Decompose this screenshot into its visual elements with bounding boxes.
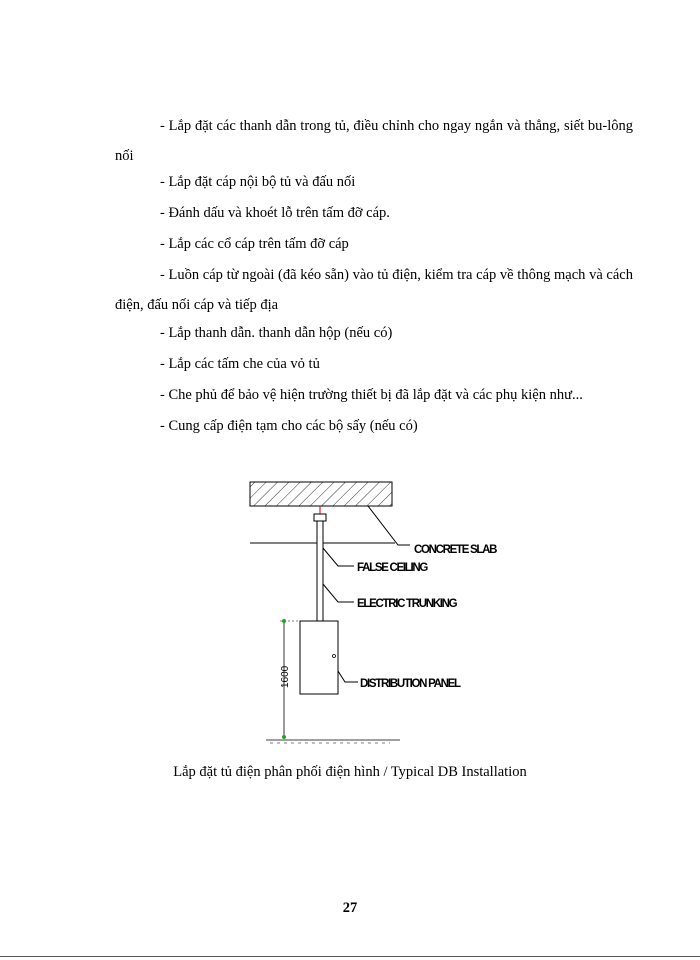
- label-false-ceiling: FALSE CEILING: [357, 562, 427, 574]
- label-concrete-slab: CONCRETE SLAB: [414, 544, 497, 556]
- paragraph-mark-cut-holes: - Đánh dấu và khoét lỗ trên tấm đỡ cáp.: [160, 205, 390, 221]
- paragraph-cable-glands: - Lắp các cổ cáp trên tấm đỡ cáp: [160, 236, 349, 252]
- label-distribution-panel: DISTRIBUTION PANEL: [360, 678, 460, 690]
- label-electric-trunking: ELECTRIC TRUNKING: [357, 598, 457, 610]
- figure-caption: Lắp đặt tủ điện phân phối điện hình / Typical DB Installation: [173, 764, 527, 780]
- paragraph-busbar-trunking: - Lắp thanh dẫn. thanh dẫn hộp (nếu có): [160, 325, 393, 341]
- paragraph-pull-cables: - Luồn cáp từ ngoài (đã kéo sẵn) vào tủ điện, kiểm tra cáp về thông mạch và cách điện, đấu nối cáp và tiếp địa: [115, 267, 633, 313]
- leader-concrete-slab: [368, 506, 410, 545]
- page-bottom-rule: [0, 956, 700, 957]
- distribution-panel-shape: [300, 621, 338, 694]
- ceiling-bracket: [314, 514, 326, 521]
- leader-electric-trunking: [323, 584, 354, 602]
- paragraph-busbar-installation: - Lắp đặt các thanh dẫn trong tủ, điều chỉnh cho ngay ngắn và thẳng, siết bu-lông nối: [115, 118, 633, 164]
- leader-distribution-panel: [338, 671, 358, 682]
- page-number: 27: [342, 900, 358, 916]
- paragraph-temporary-power: - Cung cấp điện tạm cho các bộ sấy (nếu có): [160, 418, 418, 434]
- paragraph-protect-site: - Che phủ để bảo vệ hiện trường thiết bị đã lắp đặt và các phụ kiện như...: [160, 387, 583, 403]
- concrete-slab-shape: [250, 482, 392, 506]
- paragraph-covers: - Lắp các tấm che của vỏ tủ: [160, 356, 320, 372]
- electric-trunking-shape: [317, 521, 323, 621]
- db-installation-diagram: [240, 474, 530, 754]
- dimension-1600: 1600: [280, 665, 291, 688]
- paragraph-internal-cable: - Lắp đặt cáp nội bộ tủ và đấu nối: [160, 174, 356, 190]
- leader-false-ceiling: [323, 548, 354, 566]
